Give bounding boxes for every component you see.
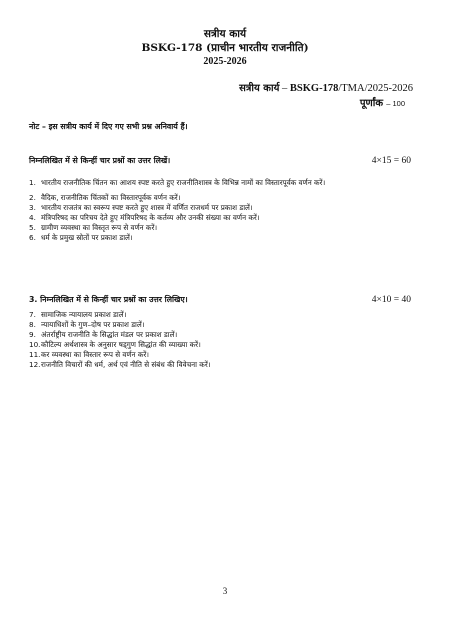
question-text: अंतर्राष्ट्रीय राजनीति के सिद्धांत मंडल पर प्रकाश डालें। (41, 330, 178, 339)
question-item (29, 310, 399, 320)
question-number: 5. (29, 223, 36, 232)
assignment-code (239, 80, 413, 94)
question-number: 2. (29, 193, 36, 202)
question-item (29, 233, 399, 243)
marks-value: – 100 (386, 99, 405, 108)
section-1-heading (29, 156, 411, 166)
question-number: 11. (29, 350, 41, 359)
section-2-marks: 4×10 = 40 (371, 295, 411, 305)
question-item (29, 320, 399, 330)
question-item (29, 193, 399, 203)
question-item (29, 223, 399, 233)
header-title: सत्रीय कार्य (203, 28, 247, 40)
question-number: 4. (29, 213, 36, 222)
question-number: 8. (29, 320, 36, 329)
question-item (29, 203, 399, 213)
question-text: वैदिक, राजनीतिक चिंतकों का विस्तारपूर्वक वर्णन करें। (41, 193, 181, 202)
question-text: राजनीति विचारों की धर्म, अर्थ एवं नीति से संबंध की विवेचना करें। (41, 360, 211, 369)
section-2 (29, 295, 411, 370)
section-1 (29, 156, 411, 243)
question-number: 3. (29, 203, 36, 212)
question-item (29, 330, 399, 340)
header-course: BSKG-178 (प्राचीन भारतीय राजनीति) (141, 42, 309, 54)
question-item (29, 350, 399, 360)
question-text: भारतीय राजनीतिक चिंतन का आशय स्पष्ट करते हुए राजनीतिशास्त्र के विभिन्न नामों का विस्तारपूर्वक वर्णन करें। (41, 178, 326, 187)
section-1-heading-text: निम्नलिखित में से किन्हीं चार प्रश्नों का उत्तर लिखें। (29, 156, 171, 165)
question-item (29, 178, 399, 188)
total-marks (360, 95, 405, 109)
question-item (29, 213, 399, 223)
assignment-dash: – (282, 83, 288, 94)
section-1-questions (29, 178, 399, 243)
section-2-heading-text: निम्नलिखित में से किन्हीं चार प्रश्नों का उत्तर लिखिए। (40, 295, 188, 304)
question-text: कर व्यवस्था का विस्तार रूप से वर्णन करें। (41, 350, 150, 359)
assignment-label: सत्रीय कार्य (239, 83, 280, 94)
question-text: न्यायाधिशों के गुण–दोष पर प्रकाश डालें। (41, 320, 145, 329)
section-2-heading (29, 295, 411, 305)
question-item (29, 360, 399, 370)
marks-label: पूर्णांक (359, 98, 384, 109)
question-number: 7. (29, 310, 36, 319)
question-text: भारतीय राजतंत्र का स्वरूप स्पष्ट करते हुए शास्त्र में वर्णित राजधर्म पर प्रकाश डालें। (41, 203, 253, 212)
section-2-number: 3. (29, 295, 38, 304)
question-number: 6. (29, 233, 36, 242)
page-number: 3 (222, 586, 228, 596)
question-text: मंत्रिपरिषद का परिचय देते हुए मंत्रिपरिषद के कर्तव्य और उनकी संख्या का वर्णन करें। (41, 213, 260, 222)
question-text: ग्रामीण व्यवस्था का विस्तृत रूप से वर्णन करें। (41, 223, 158, 232)
section-1-marks: 4×15 = 60 (371, 156, 411, 166)
note-text: नोट – इस सत्रीय कार्य में दिए गए सभी प्रश्न अनिवार्य हैं। (29, 122, 188, 131)
question-number: 10. (29, 340, 41, 349)
question-number: 12. (29, 360, 41, 369)
question-text: सामाजिक न्यायालय प्रकाश डालें। (41, 310, 127, 319)
header-session: 2025-2026 (203, 56, 247, 67)
question-text: धर्म के प्रमुख स्रोतों पर प्रकाश डालें। (41, 233, 133, 242)
question-item (29, 340, 399, 350)
assignment-code-suffix: /TMA/2025-2026 (338, 83, 413, 94)
question-number: 9. (29, 330, 36, 339)
section-2-questions (29, 310, 399, 370)
assignment-code-prefix: BSKG-178 (289, 83, 339, 94)
question-number: 1. (29, 178, 36, 187)
question-text: कौटिल्य अर्थशास्त्र के अनुसार षड्गुण सिद्धांत की व्याख्या करें। (41, 340, 201, 349)
